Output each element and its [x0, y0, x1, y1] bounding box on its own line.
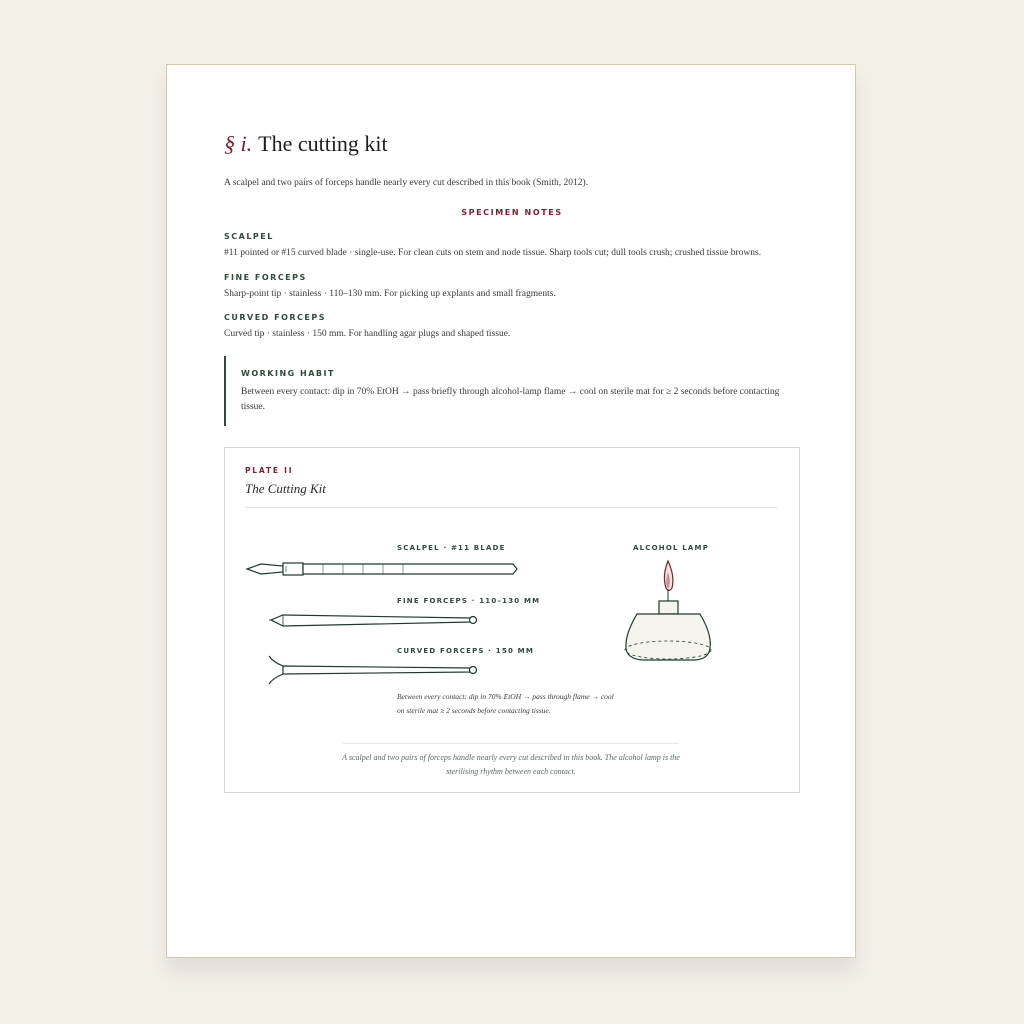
section-title-text: The cutting kit	[258, 131, 388, 156]
note-text-curved-forceps: Curved tip · stainless · 150 mm. For handling agar plugs and shaped tissue.	[224, 329, 511, 339]
note-label-curved-forceps: CURVED FORCEPS	[224, 313, 326, 322]
scalpel-icon	[247, 563, 517, 575]
working-habit-callout	[224, 356, 800, 426]
plate-title: The Cutting Kit	[245, 481, 326, 496]
curved-forceps-label: CURVED FORCEPS · 150 MM	[397, 647, 534, 655]
plate-procedure-note: Between every contact: dip in 70% EtOH → pass through flame → cool on sterile mat ≥ 2 seconds before contacting tissue.	[397, 692, 614, 715]
scalpel-label: SCALPEL · #11 BLADE	[397, 544, 506, 552]
note-label-fine-forceps: FINE FORCEPS	[224, 273, 307, 282]
fine-forceps-icon	[269, 615, 477, 626]
caption-divider	[343, 743, 679, 744]
specimen-notes-heading: SPECIMEN NOTES	[461, 208, 563, 217]
fine-forceps-label: FINE FORCEPS · 110–130 MM	[397, 597, 541, 605]
intro-paragraph: A scalpel and two pairs of forceps handle nearly every cut described in this book (Smith, 2012).	[224, 178, 589, 188]
working-habit-text: Between every contact: dip in 70% EtOH → pass briefly through alcohol-lamp flame → cool on sterile mat for ≥ 2 seconds before contacting tissue.	[241, 387, 780, 412]
document-page	[166, 64, 856, 958]
section-mark: § i.	[224, 131, 253, 156]
section-title	[224, 131, 388, 157]
plate-label: PLATE II	[245, 466, 294, 475]
plate-figure	[224, 447, 800, 793]
note-text-scalpel: #11 pointed or #15 curved blade · single-use. For clean cuts on stem and node tissue. Sharp tools cut; dull tools crush; crushed tissue browns.	[224, 248, 762, 258]
working-habit-label: WORKING HABIT	[241, 369, 335, 378]
alcohol-lamp-label: ALCOHOL LAMP	[633, 544, 710, 552]
note-label-scalpel: SCALPEL	[224, 232, 274, 241]
note-text-fine-forceps: Sharp-point tip · stainless · 110–130 mm. For picking up explants and small fragments.	[224, 289, 556, 299]
alcohol-lamp-icon	[625, 561, 711, 660]
plate-caption: A scalpel and two pairs of forceps handle nearly every cut described in this book. The alcohol lamp is the sterilising rhythm between each contact.	[342, 753, 680, 776]
curved-forceps-icon	[269, 656, 477, 684]
